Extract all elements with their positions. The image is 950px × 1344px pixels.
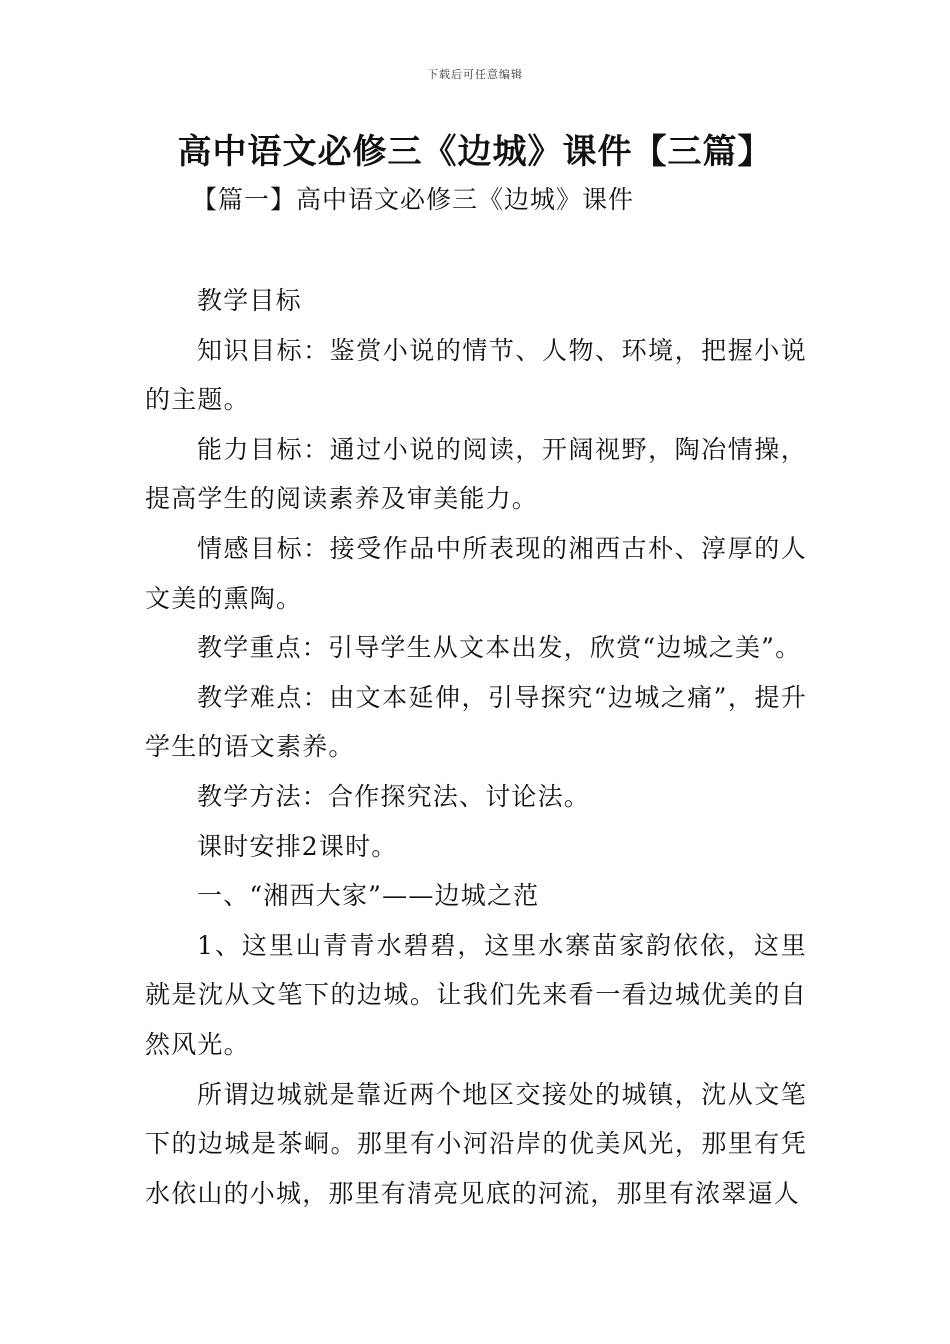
paragraph-class-hours: 课时安排2课时。 xyxy=(197,831,398,861)
paragraph-difficult-point: 教学难点：由文本延伸，引导探究“边城之痛”，提升学生的语文素养。 xyxy=(145,682,807,762)
paragraph-teaching-method: 教学方法：合作探究法、讨论法。 xyxy=(197,781,591,811)
paragraph-key-point: 教学重点：引导学生从文本出发，欣赏“边城之美”。 xyxy=(197,633,802,663)
paragraph-teaching-goals: 教学目标 xyxy=(197,286,302,315)
section-subtitle: 【篇一】高中语文必修三《边城》课件 xyxy=(192,185,635,214)
paragraph-item-one: 1、这里山青青水碧碧，这里水寨苗家韵依依，这里就是沈从文笔下的边城。让我们先来看一看边城优美的自然风光。 xyxy=(145,930,807,1059)
paragraph-ability-goal: 能力目标：通过小说的阅读，开阔视野，陶冶情操，提高学生的阅读素养及审美能力。 xyxy=(145,434,807,514)
document-title: 高中语文必修三《边城》课件【三篇】 xyxy=(177,132,773,172)
paragraph-border-town-description: 所谓边城就是靠近两个地区交接处的城镇，沈从文笔下的边城是茶峒。那里有小河沿岸的优美风光，那里有凭水依山的小城，那里有清亮见底的河流，那里有浓翠逼人 xyxy=(145,1079,807,1208)
body-text xyxy=(145,276,807,1218)
paragraph-knowledge-goal: 知识目标：鉴赏小说的情节、人物、环境，把握小说的主题。 xyxy=(145,335,807,415)
header-note: 下载后可任意编辑 xyxy=(427,68,523,81)
paragraph-emotion-goal: 情感目标：接受作品中所表现的湘西古朴、淳厚的人文美的熏陶。 xyxy=(145,533,807,613)
paragraph-section-one-heading: 一、“湘西大家”——边城之范 xyxy=(197,881,540,911)
